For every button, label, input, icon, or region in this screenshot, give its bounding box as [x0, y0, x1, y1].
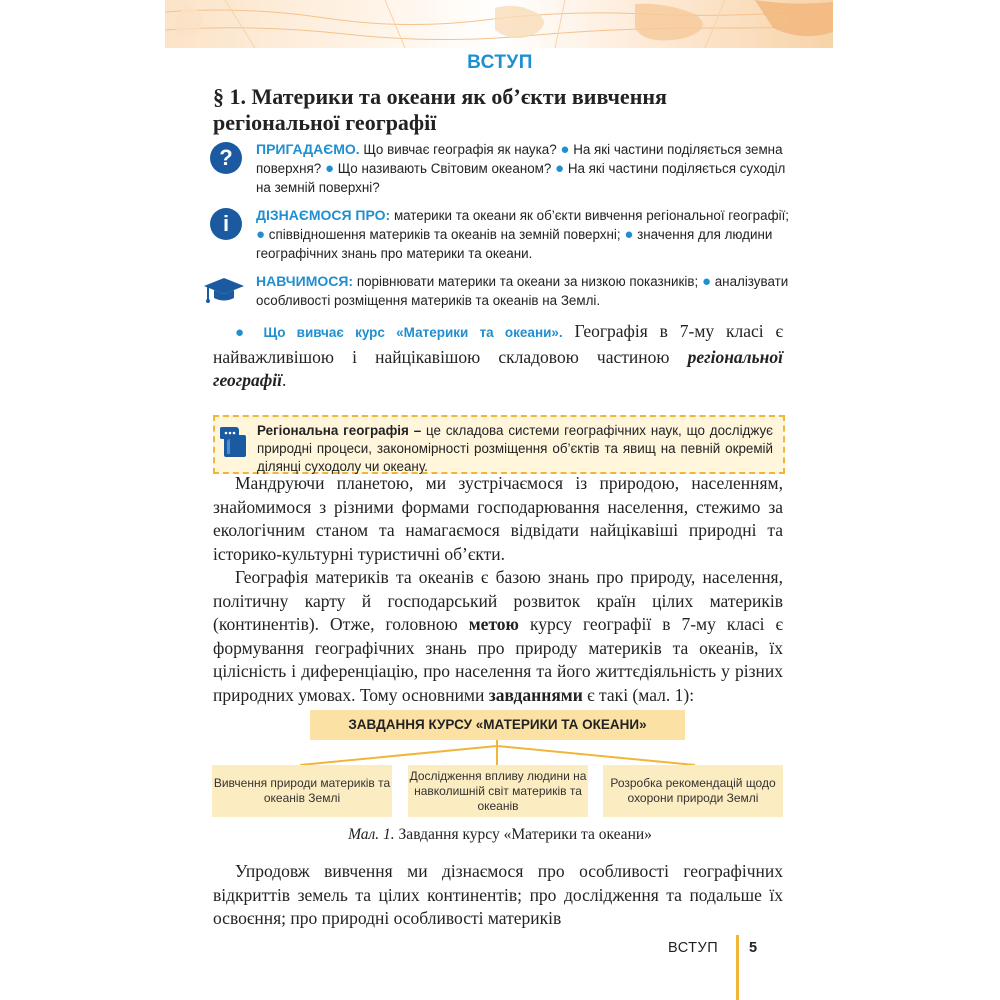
body-paragraph-3: Упродовж вивчення ми дізнаємося про особливості географічних відкриттів земель та цілих континентів; про дослідження та подальше їх освоєння; про природні особливості материків [213, 861, 783, 928]
intro-lead: Що вивчає курс «Материки та океани». [263, 325, 563, 340]
learn-about-label: ДІЗНАЄМОСЯ ПРО: [256, 207, 391, 223]
body-p2-goal: метою [468, 614, 519, 634]
book-icon [220, 425, 250, 464]
bullet-icon: ● [256, 226, 266, 243]
body-p2-part-c: курсу географії в 7-му класі є формування географічних знань про природу материків та океанів, їх цілісність і диференціацію, про населення та його життєдіяльність у різних природних умовах. Тому основними [213, 614, 784, 705]
caption-text: Завдання курсу «Материки та океани» [398, 826, 652, 843]
graduation-cap-icon [204, 276, 244, 311]
recall-q4: На які частини поділяється суходіл на земній поверхні? [256, 161, 786, 195]
recall-q1: Що вивчає географія як наука? [363, 142, 557, 157]
bullet-icon: ● [235, 325, 252, 341]
recall-label: ПРИГАДАЄМО. [256, 141, 360, 157]
bullet-icon: ● [560, 141, 570, 158]
footer-section-label: ВСТУП [668, 940, 719, 956]
bullet-icon: ● [555, 160, 565, 177]
tasks-diagram [210, 708, 785, 820]
body-paragraphs [213, 472, 783, 707]
bullet-icon: ● [624, 226, 634, 243]
body-p2-part-a: Географія материків та океанів є базою знань про природу, населення, політичну карту й господарський розвиток країн цілих материків (континентів). Отже, головною [213, 567, 783, 634]
definition-term: Регіональна географія – [257, 423, 422, 438]
diagram-box-3: Розробка рекомендацій щодо охорони природи Землі [603, 765, 783, 817]
skills-block [210, 272, 790, 310]
section-title: ВСТУП [467, 52, 533, 73]
skills-label: НАВЧИМОСЯ: [256, 273, 354, 289]
body-paragraph-1: Мандруючи планетою, ми зустрічаємося із природою, населенням, знайомимося з різними формами господарювання населення, стежимо за екологічним станом та намагаємося відвідати найцікавіші природні та історико-культурні туристичні об’єкти. [213, 473, 783, 564]
skills-item-2: аналізувати особливості розміщення материків та океанів на Землі. [256, 274, 789, 308]
definition-box [213, 415, 785, 474]
figure-caption [0, 826, 1000, 844]
learn-about-block [210, 206, 790, 263]
intro-text: Географія в 7-му класі є найважливішою і найцікавішою складовою частиною [213, 321, 784, 367]
paragraph-heading: § 1. Материки та океани як об’єкти вивчення регіональної географії [213, 84, 667, 135]
recall-block [210, 140, 790, 197]
body-paragraph-2 [213, 566, 783, 707]
learn-about-item-1: материки та океани як об’єкти вивчення регіональної географії; [393, 208, 790, 223]
intro-end: . [281, 370, 287, 390]
diagram-box-2: Дослідження впливу людини на навколишній світ материків та океанів [408, 765, 588, 817]
info-icon: i [210, 208, 242, 240]
body-p2-tasks: завданнями [488, 684, 583, 705]
body-paragraph-3-container [213, 860, 783, 931]
learn-about-item-3: значення для людини географічних знань про материки та океани. [256, 227, 773, 261]
recall-q3: Що називають Світовим океаном? [337, 161, 552, 176]
page-number: 5 [749, 940, 758, 956]
definition-text: це складова системи географічних наук, що досліджує природні процеси, закономірності розміщення об’єктів та явищ на певній окремій ділянці суходолу чи океану. [257, 423, 773, 474]
diagram-title: ЗАВДАННЯ КУРСУ «МАТЕРИКИ ТА ОКЕАНИ» [310, 710, 685, 740]
diagram-box-1: Вивчення природи материків та океанів Землі [212, 765, 392, 817]
intro-emphasis: регіональної географії [213, 346, 783, 390]
learn-about-item-2: співвідношення материків та океанів на земній поверхні; [268, 227, 621, 242]
skills-item-1: порівнювати материки та океани за низкою показників; [356, 274, 699, 289]
body-p2-part-e: є такі (мал. 1): [587, 684, 695, 705]
bullet-icon: ● [324, 160, 334, 177]
header-map-banner [165, 0, 833, 48]
caption-label: Мал. 1. [348, 826, 395, 843]
bullet-icon: ● [701, 273, 711, 290]
intro-paragraph [213, 320, 783, 393]
recall-q2: На які частини поділяється земна поверхня? [256, 142, 783, 176]
world-map-decoration [165, 0, 833, 48]
footer-divider [736, 935, 739, 1000]
question-icon: ? [210, 142, 242, 174]
